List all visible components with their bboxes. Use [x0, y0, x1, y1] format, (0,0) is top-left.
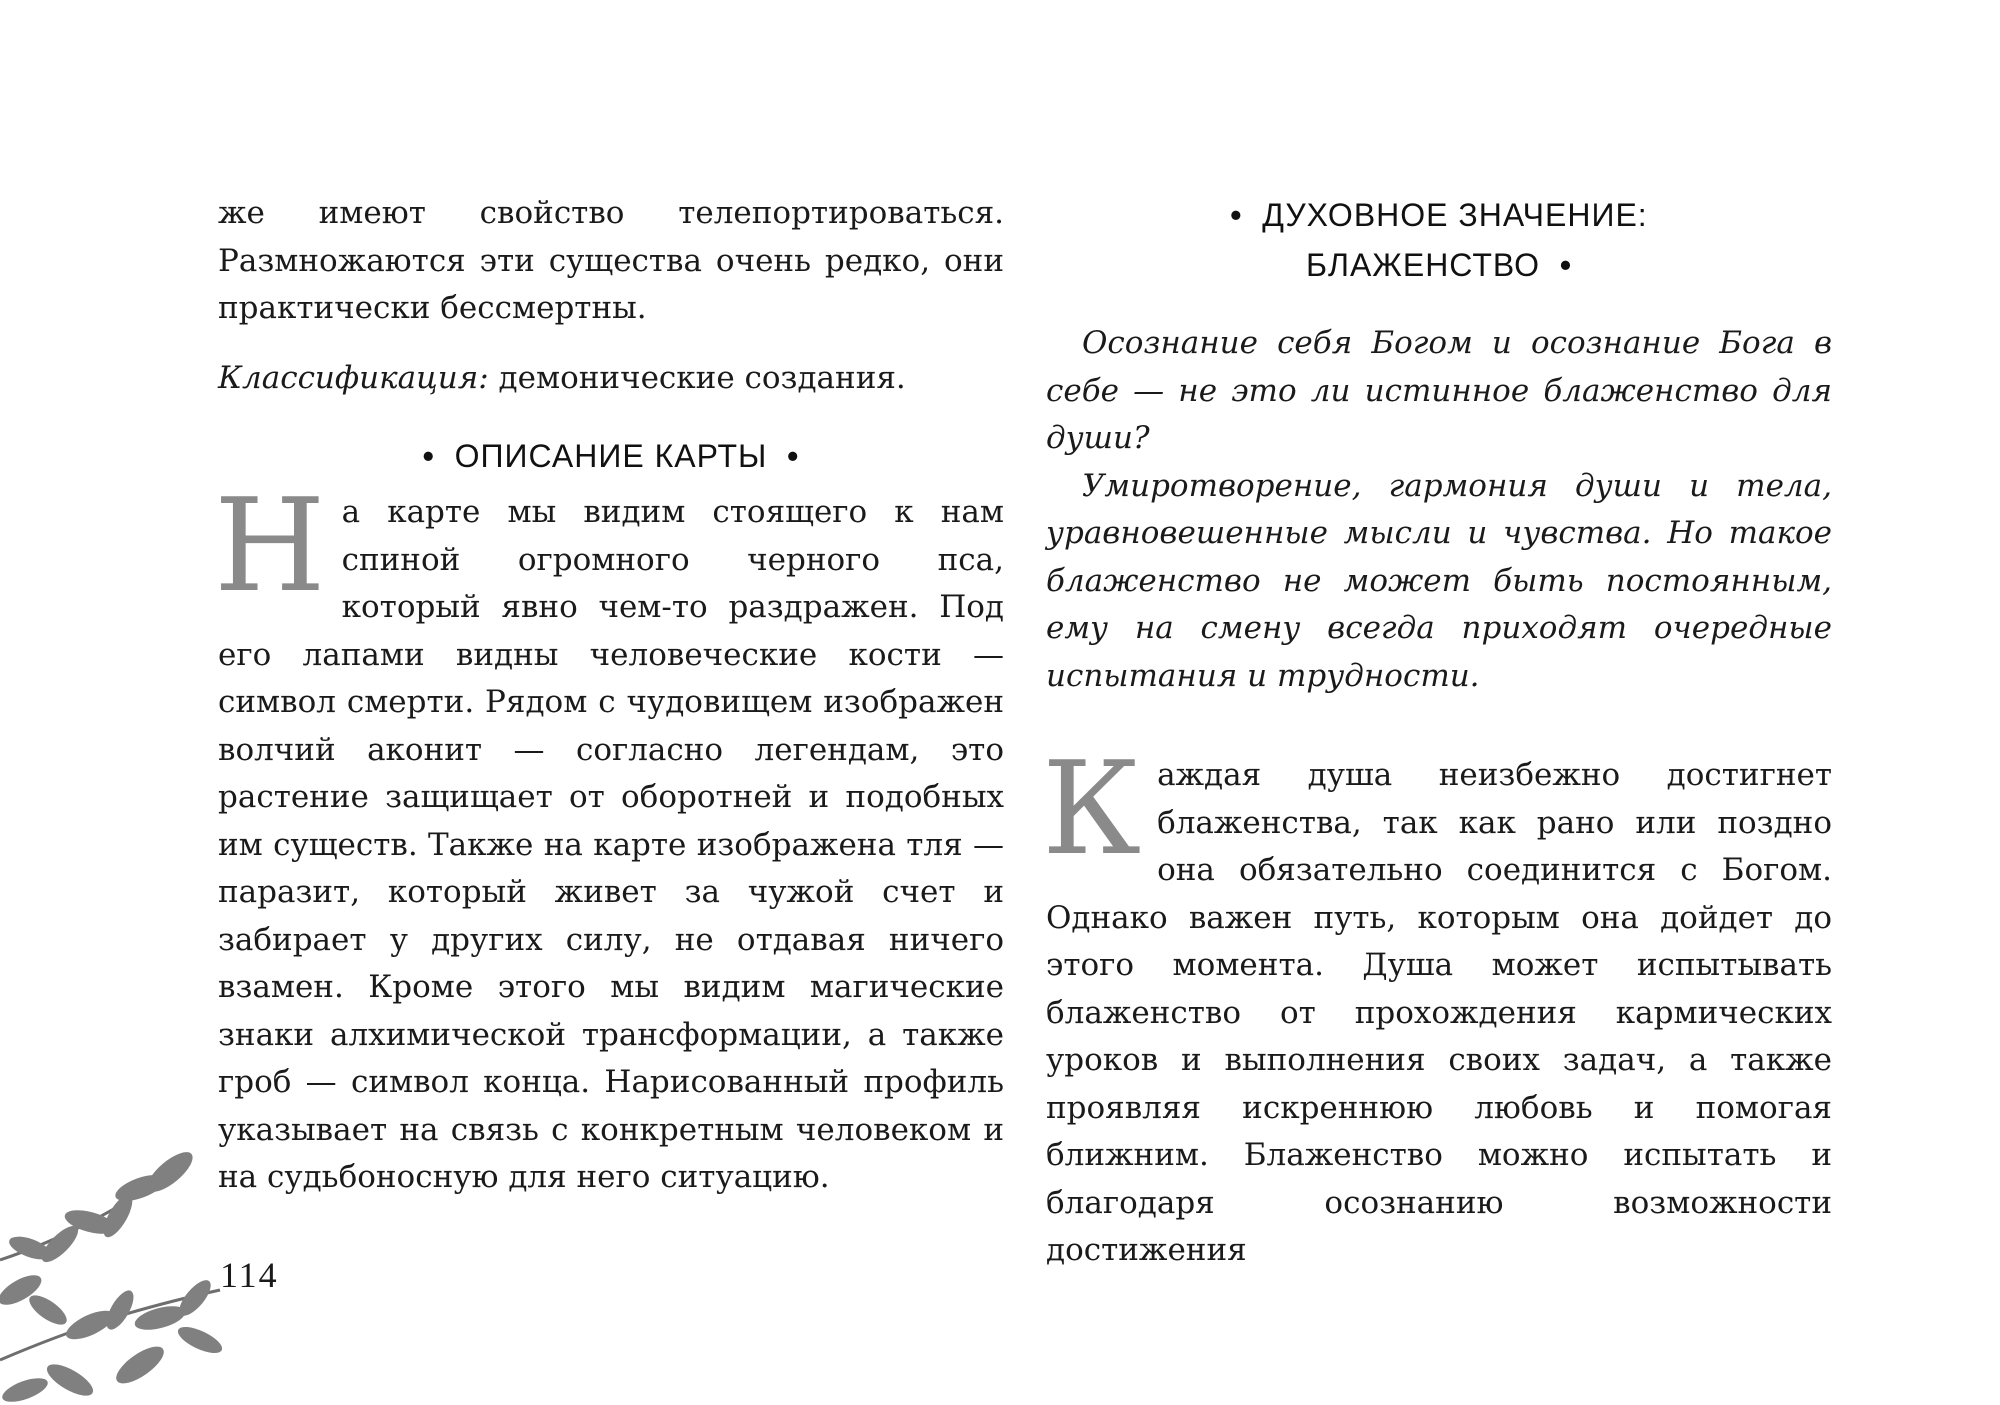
body-paragraph: [1042, 735, 1832, 1275]
drop-cap: К: [1042, 735, 1142, 884]
card-heading-text: ОПИСАНИЕ КАРТЫ: [454, 438, 768, 474]
classification-line: [218, 355, 1004, 403]
intro-paragraph: же имеют свойство телепортироваться. Размножаются эти существа очень редко, они практически бессмертны.: [218, 195, 1004, 326]
classification-value: демонические создания.: [488, 359, 906, 396]
drop-cap: Н: [214, 472, 326, 621]
page-number: 114: [220, 1255, 279, 1295]
heading-line2: БЛАЖЕНСТВО: [1305, 247, 1541, 283]
card-description-paragraph: [214, 472, 1004, 1202]
left-column: [214, 190, 1004, 1202]
card-description-heading: • ОПИСАНИЕ КАРТЫ •: [422, 438, 800, 474]
body-text: аждая душа неизбежно достигнет блаженства, так как рано или поздно она обязательно соединится с Богом. Однако важен путь, которым она дойдет до этого момента. Душа может испытывать блаженство от прохождения кармических уроков и выполнения своих задач, а также проявляя искреннюю любовь и помогая ближним. Блаженство можно испытать и благодаря осознанию возможности достижения: [1046, 757, 1832, 1268]
classification-label: Классификация:: [218, 359, 489, 396]
card-description-text: а карте мы видим стоящего к нам спиной огромного черного пса, который явно чем-то раздражен. Под его лапами видны человеческие кости — символ смерти. Рядом с чудовищем изображен волчий аконит — согласно легендам, это растение защищает от оборотней и подобных им существ. Также на карте изображена тля — паразит, который живет за чужой счет и забирает у других силу, не отдавая ничего взамен. Кроме этого мы видим магические знаки алхимической трансформации, а также гроб — символ конца. Нарисованный профиль указывает на связь с конкретным человеком и на судьбоносную для него ситуацию.: [218, 494, 1004, 1195]
italic-paragraph-2: Умиротворение, гармония души и тела, уравновешенные мысли и чувства. Но такое блаженство не может быть постоянным, ему на смену всегда приходят очередные испытания и трудности.: [1046, 467, 1832, 694]
right-column: [1042, 190, 1832, 1275]
leaf-branch-icon: [0, 1140, 240, 1405]
heading-line1: ДУХОВНОЕ ЗНАЧЕНИЕ:: [1262, 197, 1648, 233]
spiritual-meaning-heading: • ДУХОВНОЕ ЗНАЧЕНИЕ: БЛАЖЕНСТВО •: [1230, 197, 1648, 283]
italic-paragraph-1: Осознание себя Богом и осознание Бога в себе — не это ли истинное блаженство для души?: [1046, 325, 1832, 456]
